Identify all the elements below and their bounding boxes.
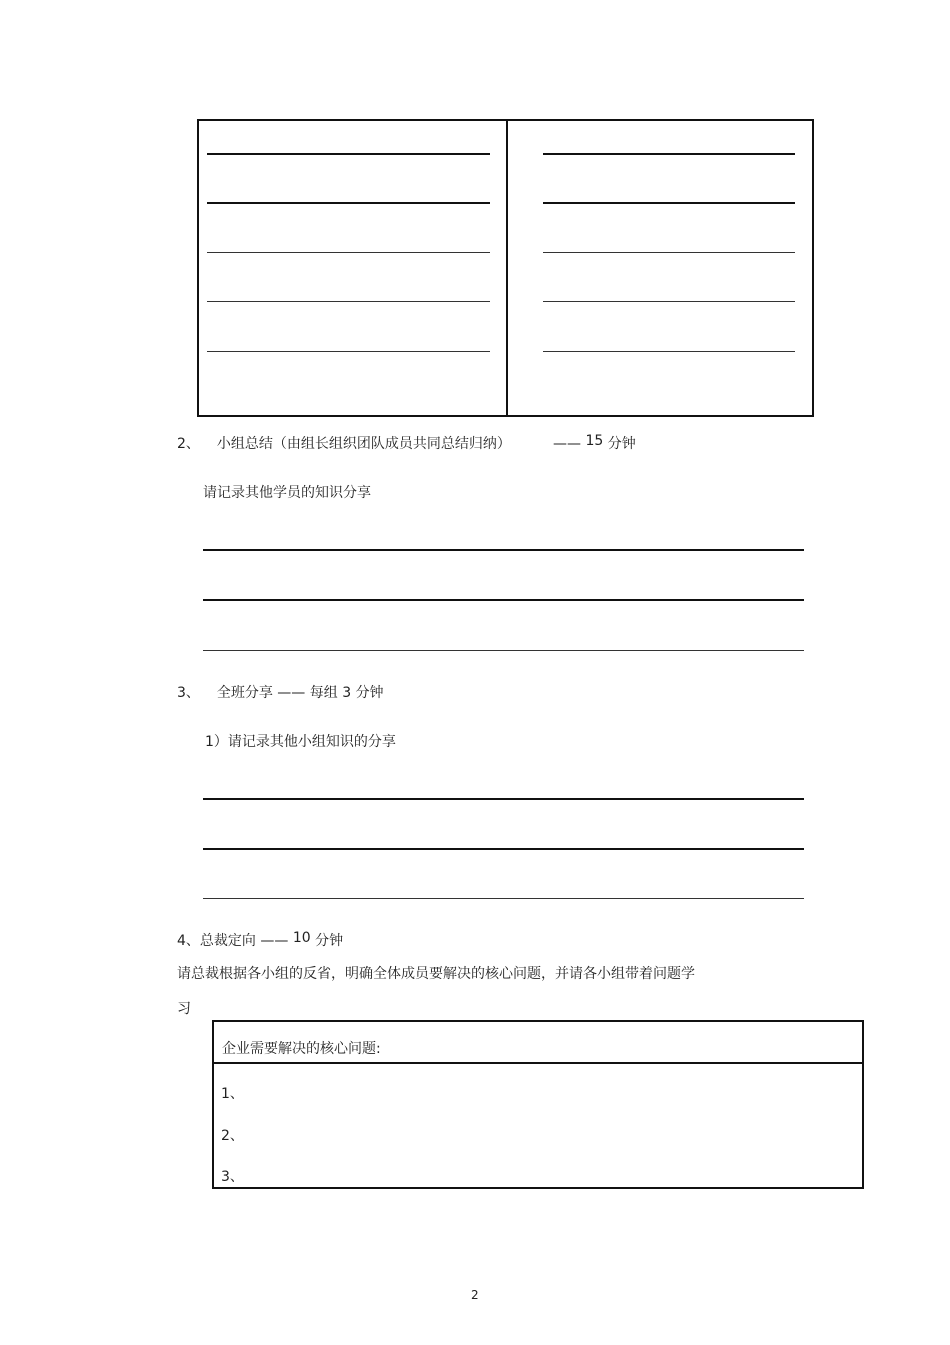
section2-heading xyxy=(177,435,511,453)
section3-heading xyxy=(177,684,384,702)
section2-unit: 分钟 xyxy=(607,436,636,452)
writing-line[interactable] xyxy=(203,798,804,800)
writing-line[interactable] xyxy=(543,351,795,352)
writing-line[interactable] xyxy=(203,549,804,551)
writing-line[interactable] xyxy=(203,599,804,601)
section2-dash: —— xyxy=(553,436,581,452)
section3-unit: 分钟 xyxy=(355,685,384,701)
writing-box-divider xyxy=(506,119,508,417)
section2-duration xyxy=(553,435,636,453)
core-issue-item-3[interactable]: 3、 xyxy=(221,1169,244,1185)
writing-line[interactable] xyxy=(207,252,490,253)
core-issues-header: 企业需要解决的核心问题: xyxy=(222,1041,381,1057)
writing-line[interactable] xyxy=(203,898,804,899)
section4-heading xyxy=(177,932,343,950)
section2-minutes: 15 xyxy=(585,433,604,449)
writing-line[interactable] xyxy=(207,351,490,352)
writing-line[interactable] xyxy=(203,650,804,651)
writing-line[interactable] xyxy=(543,153,795,155)
section4-dash: —— xyxy=(260,933,289,949)
section2-prompt: 请记录其他学员的知识分享 xyxy=(203,485,371,501)
writing-line[interactable] xyxy=(207,301,490,302)
core-issues-header-divider xyxy=(212,1062,864,1064)
core-issue-item-2[interactable]: 2、 xyxy=(221,1128,244,1144)
section3-sub: 1）请记录其他小组知识的分享 xyxy=(205,734,396,750)
page-number: 2 xyxy=(471,1288,479,1302)
writing-line[interactable] xyxy=(543,301,795,302)
section3-dash: —— xyxy=(277,685,306,701)
writing-line[interactable] xyxy=(203,848,804,850)
section4-desc-line1: 请总裁根据各小组的反省，明确全体成员要解决的核心问题，并请各小组带着问题学 xyxy=(177,966,695,982)
writing-line[interactable] xyxy=(207,202,490,204)
section3-per: 每组 xyxy=(309,685,338,701)
writing-line[interactable] xyxy=(207,153,490,155)
section4-unit: 分钟 xyxy=(315,933,344,949)
section2-title: 小组总结（由组长组织团队成员共同总结归纳） xyxy=(216,436,511,452)
section4-desc-line2: 习 xyxy=(177,1001,191,1017)
section2-number: 2、 xyxy=(177,436,200,452)
writing-line[interactable] xyxy=(543,252,795,253)
section3-title: 全班分享 xyxy=(216,685,273,701)
section4-minutes: 10 xyxy=(292,930,311,946)
core-issue-item-1[interactable]: 1、 xyxy=(221,1086,244,1102)
writing-line[interactable] xyxy=(543,202,795,204)
section3-number: 3、 xyxy=(177,685,200,701)
section3-minutes: 3 xyxy=(342,685,352,701)
section4-title: 4、总裁定向 xyxy=(177,933,256,949)
